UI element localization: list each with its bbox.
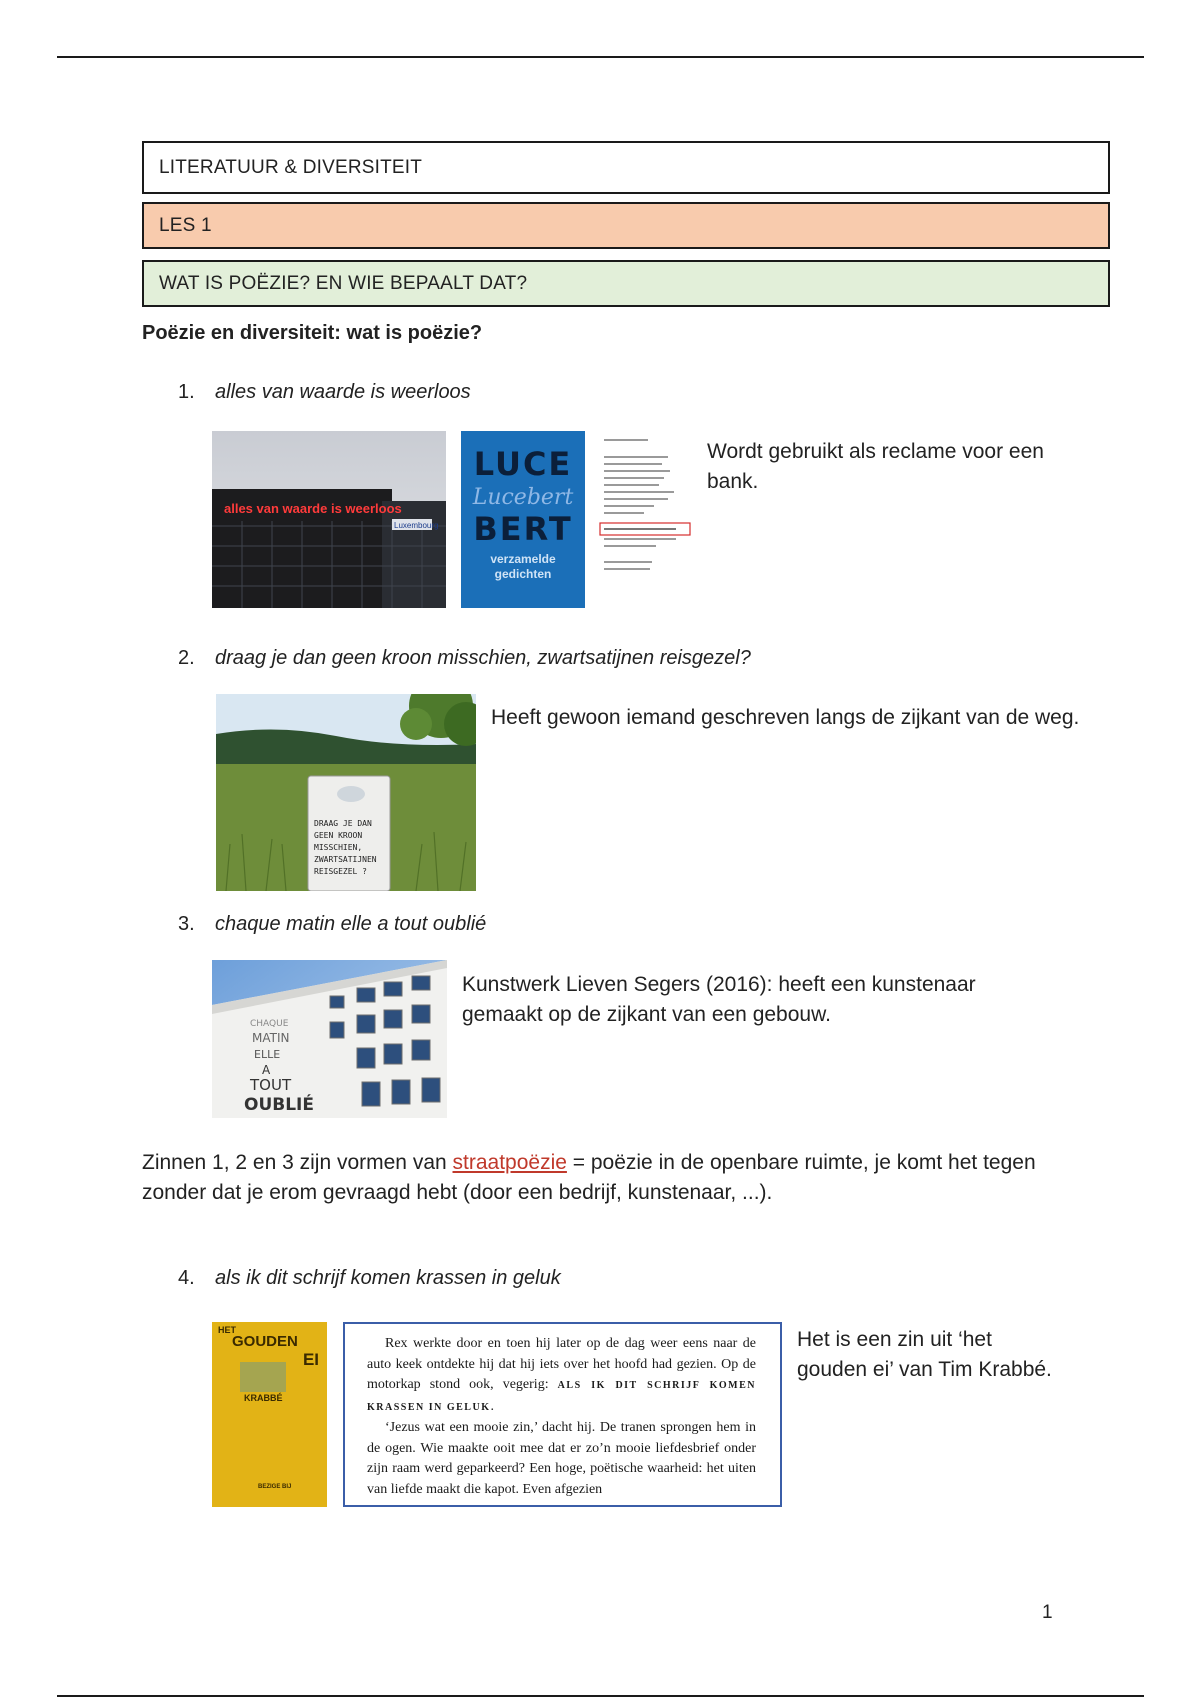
list-item-1 xyxy=(178,381,471,404)
item-number: 4. xyxy=(178,1267,195,1289)
topic-title: WAT IS POËZIE? EN WIE BEPAALT DAT? xyxy=(159,272,528,294)
section-heading: Poëzie en diversiteit: wat is poëzie? xyxy=(142,322,483,344)
item-4-note: Het is een zin uit ‘het gouden ei’ van Tim Krabbé. xyxy=(797,1328,1052,1381)
excerpt-paragraph-1: Rex werkte door en toen hij later op de dag weer eens naar de auto keek ontdekte hij dat hij iets over het hoofd had gezien. Op de motorkap stond ook, vegerig: ALS IK DIT SCHRIJF KOMEN KRASSEN IN GELUK. xyxy=(367,1336,756,1414)
cover-author: KRABBÉ xyxy=(244,1393,283,1403)
cover-top: HET xyxy=(218,1325,236,1335)
cover-title-1: GOUDEN xyxy=(232,1333,298,1350)
top-rule xyxy=(57,56,1144,58)
svg-text:DRAAG JE DAN: DRAAG JE DAN xyxy=(314,819,372,828)
course-title-box xyxy=(142,141,1110,194)
bottom-rule xyxy=(57,1695,1144,1697)
item-quote: alles van waarde is weerloos xyxy=(215,381,471,403)
svg-text:ZWARTSATIJNEN: ZWARTSATIJNEN xyxy=(314,855,377,864)
svg-text:CHAQUE: CHAQUE xyxy=(250,1019,289,1029)
svg-text:A: A xyxy=(262,1063,271,1077)
book-title-line2: BERT xyxy=(473,510,573,548)
item-quote: chaque matin elle a tout oublié xyxy=(215,913,487,935)
item-number: 3. xyxy=(178,913,195,935)
svg-text:TOUT: TOUT xyxy=(250,1076,292,1094)
book-excerpt xyxy=(343,1322,782,1507)
lesson-box xyxy=(142,202,1110,249)
poem-page-image xyxy=(596,431,694,608)
book-signature: Lucebert xyxy=(472,485,574,510)
lesson-label: LES 1 xyxy=(159,214,212,236)
lucebert-book-cover xyxy=(461,431,585,608)
item-number: 1. xyxy=(178,381,195,403)
item-1-note: Wordt gebruikt als reclame voor een bank. xyxy=(707,440,1044,493)
item-2-note: Heeft gewoon iemand geschreven langs de zijkant van de weg. xyxy=(491,706,1080,729)
cover-artwork xyxy=(240,1362,286,1392)
banner-text: alles van waarde is weerloos xyxy=(224,501,402,516)
bank-name: Luxembourg xyxy=(394,521,439,530)
svg-text:GEEN KROON: GEEN KROON xyxy=(314,831,363,840)
building-artwork-photo xyxy=(212,960,447,1118)
cover-title-2: EI xyxy=(302,1350,319,1369)
book-subtitle: verzamelde gedichten xyxy=(490,552,556,581)
list-item-3 xyxy=(178,913,486,936)
excerpt-paragraph-2: ‘Jezus wat een mooie zin,’ dacht hij. De tranen sprongen hem in de ogen. Wie maakte ooit mee dat er zo’n mooie liefdesbrief onder zijn raam werd geparkeerd? Een hoge, poëtische waarheid: het uiten van liefde maakt die kapot. Even afgezien xyxy=(367,1420,756,1497)
summary-after: = poëzie in de openbare ruimte, je komt het tegen zonder dat je erom gevraagd hebt (door een bedrijf, kunstenaar, ...). xyxy=(142,1151,1036,1204)
list-item-4 xyxy=(178,1267,561,1290)
cover-publisher: BEZIGE BIJ xyxy=(258,1484,292,1490)
street-poetry-summary xyxy=(142,1148,1092,1208)
svg-text:ELLE: ELLE xyxy=(254,1048,281,1061)
page-number: 1 xyxy=(1042,1602,1053,1623)
book-title-line1: LUCE xyxy=(473,445,573,483)
item-number: 2. xyxy=(178,647,195,669)
bank-building-photo xyxy=(212,431,446,608)
item-3-note: Kunstwerk Lieven Segers (2016): heeft een kunstenaar gemaakt op de zijkant van een gebouw. xyxy=(462,973,976,1026)
svg-text:MATIN: MATIN xyxy=(252,1031,290,1045)
street-poetry-term: straatpoëzie xyxy=(452,1151,567,1174)
item-quote: draag je dan geen kroon misschien, zwartsatijnen reisgezel? xyxy=(215,647,751,669)
svg-text:OUBLIÉ: OUBLIÉ xyxy=(244,1095,314,1115)
course-title: LITERATUUR & DIVERSITEIT xyxy=(159,156,423,178)
item-quote: als ik dit schrijf komen krassen in geluk xyxy=(215,1267,561,1289)
roadside-sign-photo xyxy=(216,694,476,891)
list-item-2 xyxy=(178,647,751,670)
summary-before: Zinnen 1, 2 en 3 zijn vormen van xyxy=(142,1151,453,1174)
topic-box xyxy=(142,260,1110,307)
svg-text:REISGEZEL ?: REISGEZEL ? xyxy=(314,867,367,876)
het-gouden-ei-cover xyxy=(212,1322,327,1507)
excerpt-caps: ALS IK DIT SCHRIJF KOMEN KRASSEN IN GELUK xyxy=(367,1380,756,1413)
svg-text:MISSCHIEN,: MISSCHIEN, xyxy=(314,843,363,852)
